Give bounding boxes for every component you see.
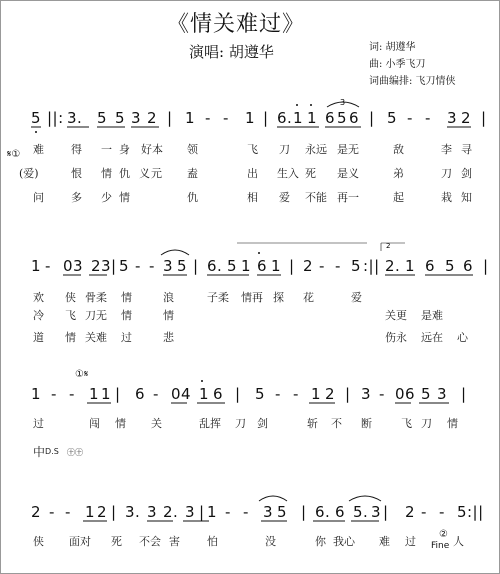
barline: | — [167, 109, 173, 127]
note: 6. — [207, 257, 223, 275]
lyric-char: 是难 — [421, 309, 443, 322]
lyric-char: 关 — [151, 417, 162, 430]
note: 1 — [311, 385, 322, 403]
lyric-char: 侠 — [65, 291, 76, 304]
lyric-char: 情 — [119, 191, 130, 204]
note: | — [301, 503, 307, 521]
lyric-char: 起 — [393, 191, 404, 204]
note: 06 — [395, 385, 416, 403]
note: - — [379, 385, 385, 403]
lyric-char: 一 — [101, 143, 112, 156]
lyric-char: 飞 — [401, 417, 412, 430]
lyric-char: 生入 — [277, 167, 299, 180]
note: 2 — [31, 503, 42, 521]
lyric-char: 敌 — [393, 143, 404, 156]
lyric-char: 人 — [453, 535, 464, 548]
note: 3. — [125, 503, 141, 521]
note: - — [45, 257, 51, 275]
note: :|| — [363, 257, 380, 275]
note: 2 — [405, 503, 416, 521]
lyric-char: 我心 — [333, 535, 355, 548]
dash: - — [205, 109, 211, 127]
note: 6 — [257, 257, 268, 275]
lyric-char: 是无 — [337, 143, 359, 156]
fine-mark: Fine — [431, 541, 450, 551]
lyric-char: 问 — [33, 191, 44, 204]
lyric-char: 关更 — [385, 309, 407, 322]
note: 3. — [67, 109, 83, 127]
note: 2 — [147, 109, 158, 127]
note: - — [421, 503, 427, 521]
fine-circle: ② — [439, 529, 448, 540]
lyric-char: 情 — [121, 309, 132, 322]
lyric-char: 刀无 — [85, 309, 107, 322]
lyric-char: (爱) — [19, 167, 39, 180]
note: 5 — [31, 109, 42, 127]
note: 5. — [353, 503, 369, 521]
lyric-char: 情 — [101, 167, 112, 180]
note: 6 — [425, 257, 436, 275]
note: 5 — [387, 109, 398, 127]
barline: ||: — [47, 109, 64, 127]
lyric-char: 盍 — [187, 167, 198, 180]
lyric-char: 斩 — [307, 417, 318, 430]
note: 2 — [461, 109, 472, 127]
note: 6. — [315, 503, 331, 521]
svg-text:2: 2 — [386, 242, 391, 250]
lyricist-credit: 词: 胡遵华 — [369, 42, 416, 53]
lyric-char: 浪 — [163, 291, 174, 304]
lyric-char: 情 — [115, 417, 126, 430]
lyric-char: 剑 — [257, 417, 268, 430]
lyric-char: 心 — [457, 331, 468, 344]
lyric-char: 身 — [119, 143, 130, 156]
note: 6 — [135, 385, 146, 403]
note: 6 — [213, 385, 224, 403]
lyric-char: 悲 — [163, 331, 174, 344]
lyric-char: 飞 — [65, 309, 76, 322]
lyric-char: 出 — [247, 167, 258, 180]
note: - — [69, 385, 75, 403]
note: 3 — [361, 385, 372, 403]
note: 1 — [405, 257, 416, 275]
note: 2 — [325, 385, 336, 403]
lyric-char: 义 — [139, 167, 150, 180]
note: 3 — [263, 503, 274, 521]
lyric-char: 情 — [121, 291, 132, 304]
note: 3 — [371, 503, 382, 521]
lyric-char: 知 — [461, 191, 472, 204]
lyric-char: 情 — [163, 309, 174, 322]
note: 1 — [199, 385, 210, 403]
dash: - — [425, 109, 431, 127]
barline: | — [263, 109, 269, 127]
note: | — [111, 503, 117, 521]
lyric-char: 远在 — [421, 331, 443, 344]
lyric-char: 李 — [441, 143, 452, 156]
note: - — [293, 385, 299, 403]
lyric-char: 弟 — [393, 167, 404, 180]
note: 3 — [447, 109, 458, 127]
note: | — [115, 385, 121, 403]
lyric-char: 侠 — [33, 535, 44, 548]
lyric-char: 是义 — [337, 167, 359, 180]
note: 5 — [351, 257, 362, 275]
note: | — [461, 385, 467, 403]
note: :|| — [467, 503, 484, 521]
note: | — [289, 257, 295, 275]
lyric-char: 花 — [303, 291, 314, 304]
note: - — [135, 257, 141, 275]
note: 6 — [325, 109, 336, 127]
note: 1 — [241, 257, 252, 275]
song-title: 《情关难过》 — [166, 12, 305, 37]
lyric-char: 过 — [33, 417, 44, 430]
singer-credit: 演唱: 胡遵华 — [189, 43, 274, 61]
note: 6 — [349, 109, 360, 127]
lyric-char: 爱 — [351, 291, 362, 304]
lyric-char: 好本 — [141, 143, 163, 156]
note: 1 — [185, 109, 196, 127]
lyric-char: 刀 — [279, 143, 290, 156]
lyric-char: 飞 — [247, 143, 258, 156]
note: - — [65, 503, 71, 521]
note: - — [243, 503, 249, 521]
lyric-char: 爱 — [279, 191, 290, 204]
lyric-char: 闯 — [89, 417, 100, 430]
note: | — [193, 257, 199, 275]
note: 6. — [277, 109, 293, 127]
note: - — [335, 257, 341, 275]
lyric-char: 死 — [111, 535, 122, 548]
lyric-char: ㊉㊉ — [67, 448, 83, 457]
note: 5 — [177, 257, 188, 275]
lyric-char: 恨 — [71, 167, 82, 180]
note: 3 — [147, 503, 158, 521]
lyric-char: 害 — [169, 535, 180, 548]
note: 1 — [101, 385, 112, 403]
note: 3 — [185, 503, 196, 521]
segno-mark: ①𝄋 — [75, 369, 89, 380]
note: | — [483, 257, 489, 275]
barline: | — [481, 109, 487, 127]
note: 1 — [31, 385, 42, 403]
lyric-char: 没 — [265, 535, 276, 548]
lyric-char: 面对 — [69, 535, 91, 548]
note: 5 — [457, 503, 468, 521]
lyric-char: 断 — [361, 417, 372, 430]
lyric-char: 冷 — [33, 309, 44, 322]
note: 5 — [255, 385, 266, 403]
lyric-char: 相 — [247, 191, 258, 204]
note: 5 — [277, 503, 288, 521]
lyric-char: 情 — [65, 331, 76, 344]
lyric-char: 伤永 — [385, 331, 407, 344]
lyric-char: 不会 — [139, 535, 161, 548]
note: 03 — [63, 257, 84, 275]
note: 3 — [163, 257, 174, 275]
note: 2. — [385, 257, 401, 275]
note: 1 — [207, 503, 218, 521]
lyric-char: 刀 — [235, 417, 246, 430]
note: 5 — [115, 109, 126, 127]
lyric-char: 乱挥 — [199, 417, 221, 430]
note: - — [225, 503, 231, 521]
note: | — [383, 503, 389, 521]
lyric-char: 难 — [33, 143, 44, 156]
lyric-char: 寻 — [461, 143, 472, 156]
note: - — [319, 257, 325, 275]
note: - — [49, 503, 55, 521]
note: 5 — [97, 109, 108, 127]
note: - — [149, 257, 155, 275]
lyric-char: 不 — [331, 417, 342, 430]
lyric-char: 中 — [33, 445, 46, 459]
lyric-char: D.S — [45, 447, 59, 456]
note: 5 — [337, 109, 348, 127]
lyric-char: 再一 — [337, 191, 359, 204]
note: 1 — [31, 257, 42, 275]
note: 5 — [227, 257, 238, 275]
note: 6 — [335, 503, 346, 521]
note: - — [51, 385, 57, 403]
note: 5 — [421, 385, 432, 403]
dash: - — [223, 109, 229, 127]
lyric-char: 情再 — [241, 291, 263, 304]
note: - — [275, 385, 281, 403]
lyric-char: 骨柔 — [85, 291, 107, 304]
note: 5 — [445, 257, 456, 275]
note: 6 — [463, 257, 474, 275]
lyric-char: 你 — [315, 535, 326, 548]
note: 1 — [293, 109, 304, 127]
lyric-char: 欢 — [33, 291, 44, 304]
lyric-char: 怕 — [207, 535, 218, 548]
lyric-char: 子柔 — [207, 291, 229, 304]
lyric-char: 刀 — [421, 417, 432, 430]
note: 1 — [307, 109, 318, 127]
note: | — [111, 257, 117, 275]
note: - — [439, 503, 445, 521]
svg-text:3: 3 — [340, 98, 346, 107]
note: | — [345, 385, 351, 403]
note: 1 — [85, 503, 96, 521]
note: 1 — [89, 385, 100, 403]
lyric-char: 永远 — [305, 143, 327, 156]
lyric-char: 多 — [71, 191, 82, 204]
lyric-char: 过 — [405, 535, 416, 548]
arranger-credit: 词曲编排: 飞刀情侠 — [369, 76, 456, 87]
note: 2 — [303, 257, 314, 275]
note: 3 — [437, 385, 448, 403]
lyric-char: 道 — [33, 331, 44, 344]
lyric-char: 仇 — [187, 191, 198, 204]
composer-credit: 曲: 小季飞刀 — [369, 59, 426, 70]
lyric-char: 过 — [121, 331, 132, 344]
lyric-char: 情 — [447, 417, 458, 430]
note: - — [153, 385, 159, 403]
note: 04 — [171, 385, 192, 403]
dash: - — [407, 109, 413, 127]
barline: | — [369, 109, 375, 127]
note: | — [235, 385, 241, 403]
segno-mark: 𝄋① — [7, 149, 21, 160]
lyric-char: 元 — [151, 167, 162, 180]
lyric-char: 得 — [71, 143, 82, 156]
score-decorations — [1, 1, 499, 573]
lyric-char: 仇 — [119, 167, 130, 180]
lyric-char: 探 — [273, 291, 284, 304]
note: 5 — [119, 257, 130, 275]
note: 2. — [163, 503, 179, 521]
note: 1 — [271, 257, 282, 275]
lyric-char: 少 — [101, 191, 112, 204]
lyric-char: 不能 — [305, 191, 327, 204]
lyric-char: 剑 — [461, 167, 472, 180]
note: 1 — [245, 109, 256, 127]
note: 3 — [131, 109, 142, 127]
lyric-char: 领 — [187, 143, 198, 156]
note: 2 — [97, 503, 108, 521]
lyric-char: 难 — [379, 535, 390, 548]
note: 23 — [91, 257, 112, 275]
note: | — [199, 503, 205, 521]
lyric-char: 死 — [305, 167, 316, 180]
lyric-char: 刀 — [441, 167, 452, 180]
lyric-char: 关难 — [85, 331, 107, 344]
lyric-char: 栽 — [441, 191, 452, 204]
